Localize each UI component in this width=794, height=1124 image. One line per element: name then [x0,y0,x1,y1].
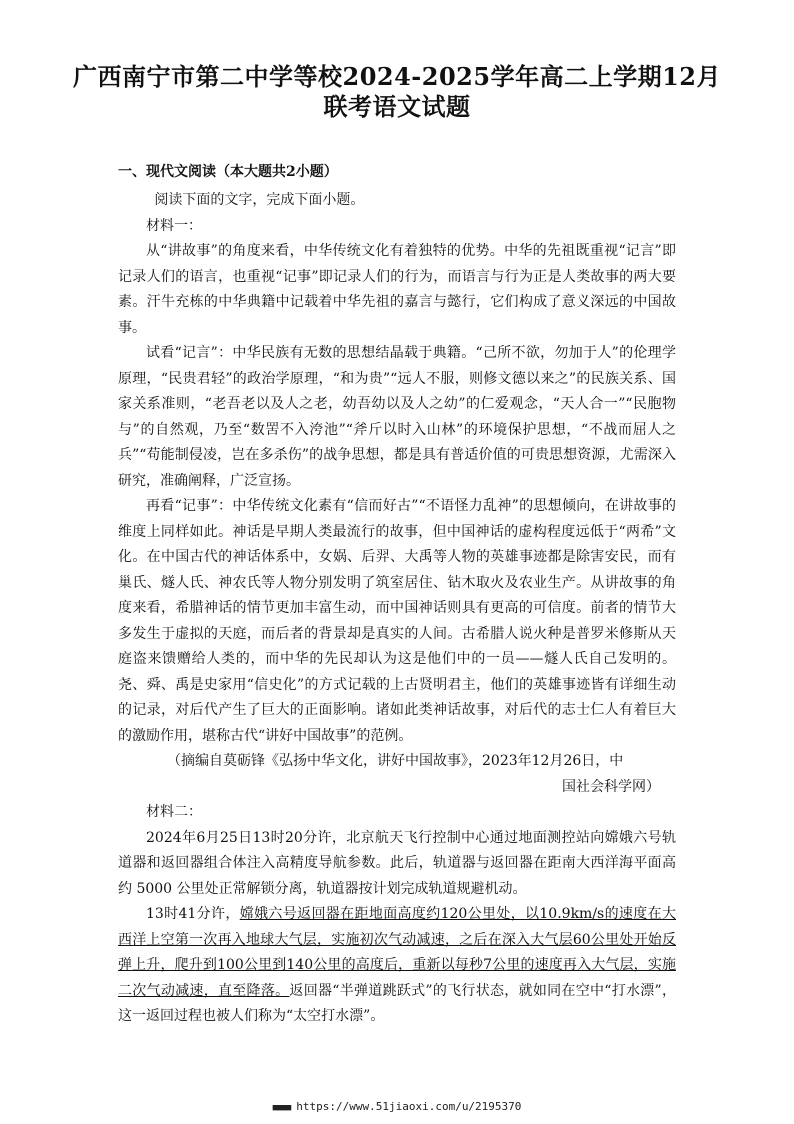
title-line-2: 联考语文试题 [323,92,471,121]
document-body [118,188,676,1030]
page-footer [0,1100,794,1113]
watermark-logo: ■■■■ [272,1103,291,1113]
material1-paragraph-2: 试看“记言”：中华民族有无数的思想结晶载于典籍。“己所不欲，勿加于人”的伦理学原理，“民贵君轻”的政治学原理，“和为贵”“远人不服，则修文德以来之”的民族关系、国家关系准则，“老吾老以及人之老，幼吾幼以及人之幼”的仁爱观念，“天人合一”“民胞物与”的自然观，乃至“数罟不入洿池”“斧斤以时入山林”的环境保护思想，“不战而屈人之兵”“苟能制侵凌，岂在多杀伤”的战争思想，都是具有普适价值的可贵思想资源，尤需深入研究，准确阐释，广泛宣扬。 [118,345,676,489]
material2-label: 材料二： [146,804,202,820]
section-heading: 一、现代文阅读（本大题共2小题） [118,164,338,180]
material1-source [118,749,676,800]
title-line-1: 广西南宁市第二中学等校2024-2025学年高二上学期12月 [73,62,721,91]
material2-paragraph-2 [118,902,676,1030]
underlined-passage: 嫦娥六号返回器在距地面高度约120公里处，以10.9km/s的速度在大西洋上空第一次再入地球大气层，实施初次气动减速，之后在深入大气层60公里处开始反弹上升，爬升到100公里到140公里的高度后，重新以每秒7公里的速度再入大气层，实施二次气动减速，直至降落。 [118,906,676,999]
material1-label: 材料一： [146,217,202,234]
footer-url[interactable]: https://www.51jiaoxi.com/u/2195370 [296,1100,522,1113]
document-title [0,62,794,122]
material2-paragraph-1: 2024年6月25日13时20分许，北京航天飞行控制中心通过地面测控站向嫦娥六号轨道器和返回器组合体注入高精度导航参数。此后，轨道器与返回器在距南大西洋海平面高约 5000 公里处正常解锁分离，轨道器按计划完成轨道规避机动。 [118,829,676,897]
source-citation: （摘编自莫砺锋《弘扬中华文化，讲好中国故事》，2023年12月26日，中 [167,753,624,769]
material1-paragraph-1: 从“讲故事”的角度来看，中华传统文化有着独特的优势。中华的先祖既重视“记言”即记录人们的语言，也重视“记事”即记录人们的行为，而语言与行为正是人类故事的两大要素。汗牛充栋的中华典籍中记载着中华先祖的嘉言与懿行，它们构成了意义深远的中国故事。 [118,243,676,336]
m2-lead-text: 13时41分许， [146,906,240,922]
instruction-text: 阅读下面的文字，完成下面小题。 [154,192,365,208]
m2-rest-text: 返回器“半弹道跳跃式”的飞行状态，就如同在空中“打水漂”，这一返回过程也被人们称为“太空打水漂”。 [118,982,677,1024]
material1-paragraph-3: 再看“记事”：中华传统文化素有“信而好古”“不语怪力乱神”的思想倾向，在讲故事的维度上同样如此。神话是早期人类最流行的故事，但中国神话的虚构程度远低于“两希”文化。在中国古代的神话体系中，女娲、后羿、大禹等人物的英雄事迹都是除害安民，而有巢氏、燧人氏、神农氏等人物分别发明了筑室居住、钻木取火及农业生产。从讲故事的角度来看，希腊神话的情节更加丰富生动，而中国神话则具有更高的可信度。前者的情节大多发生于虚拟的天庭，而后者的背景却是真实的人间。古希腊人说火种是普罗米修斯从天庭盗来馈赠给人类的，而中华的先民却认为这是他们中的一员——燧人氏自己发明的。尧、舜、禹是史家用“信史化”的方式记载的上古贤明君主，他们的英雄事迹皆有详细生动的记录，对后代产生了巨大的正面影响。诸如此类神话故事，对后代的志士仁人有着巨大的激励作用，堪称古代“讲好中国故事”的范例。 [118,498,676,744]
source-citation-tail: 国社会科学网） [562,778,660,795]
